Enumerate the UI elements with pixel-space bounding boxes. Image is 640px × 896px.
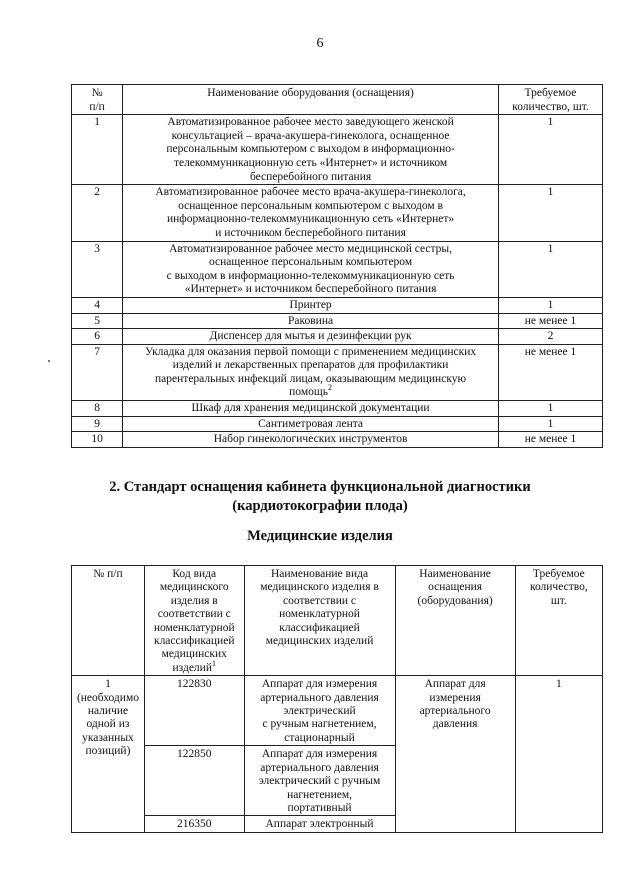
row-qty: 2 bbox=[498, 329, 602, 345]
row-name: Раковина bbox=[123, 313, 499, 329]
header-equip: Наименование оснащения (оборудования) bbox=[395, 566, 515, 676]
device-code: 122830 bbox=[144, 676, 244, 746]
row-name: Шкаф для хранения медицинской документации bbox=[123, 401, 499, 417]
row-name: Набор гинекологических инструментов bbox=[123, 432, 499, 448]
row-name: Диспенсер для мытья и дезинфекции рук bbox=[123, 329, 499, 345]
footnote-marker: 1 bbox=[211, 659, 216, 669]
row-qty: 1 bbox=[498, 185, 602, 241]
table-row bbox=[72, 115, 603, 185]
table-header-row bbox=[72, 85, 603, 115]
header-qty: Требуемое количество, шт. bbox=[515, 566, 602, 676]
device-kind: Аппарат для измерения артериального давления электрический с ручным нагнетением, стационарный bbox=[244, 676, 395, 746]
table-row bbox=[72, 676, 603, 746]
device-kind: Аппарат для измерения артериального давления электрический с ручным нагнетением, портативный bbox=[244, 746, 395, 816]
table-row bbox=[72, 329, 603, 345]
row-qty: не менее 1 bbox=[498, 344, 602, 400]
group-qty: 1 bbox=[515, 676, 602, 832]
row-qty: 1 bbox=[498, 241, 602, 297]
row-qty: 1 bbox=[498, 297, 602, 313]
row-num: 4 bbox=[72, 297, 123, 313]
row-name: Автоматизированное рабочее место медицинской сестры, оснащенное персональным компьютером с выходом в информационно-телекоммуникационную сеть «Интернет» и источником бесперебойного питания bbox=[123, 241, 499, 297]
row-name: Сантиметровая лента bbox=[123, 416, 499, 432]
row-num: 3 bbox=[72, 241, 123, 297]
header-kind: Наименование вида медицинского изделия в соответствии с номенклатурной классификацией медицинских изделий bbox=[244, 566, 395, 676]
header-code bbox=[144, 566, 244, 676]
header-num: № п/п bbox=[72, 566, 145, 676]
row-qty: 1 bbox=[498, 416, 602, 432]
header-code-text: Код вида медицинского изделия в соответствии с номенклатурной классификацией медицинских изделий bbox=[153, 568, 235, 674]
equipment-table bbox=[71, 84, 603, 448]
row-num: 7 bbox=[72, 344, 123, 400]
table-row bbox=[72, 344, 603, 400]
scan-speck bbox=[48, 360, 50, 362]
header-name: Наименование оборудования (оснащения) bbox=[123, 85, 499, 115]
row-qty: не менее 1 bbox=[498, 432, 602, 448]
group-equip: Аппарат для измерения артериального давления bbox=[395, 676, 515, 832]
row-num: 9 bbox=[72, 416, 123, 432]
subsection-title: Медицинские изделия bbox=[247, 528, 393, 544]
row-num: 1 bbox=[72, 115, 123, 185]
row-name: Автоматизированное рабочее место заведующего женской консультацией – врача-акушера-гинеколога, оснащенное персональным компьютером с выходом в информационно- телекоммуникационную сеть «Интернет» и источником бесперебойного питания bbox=[123, 115, 499, 185]
row-qty: 1 bbox=[498, 401, 602, 417]
row-qty: 1 bbox=[498, 115, 602, 185]
row-name: Принтер bbox=[123, 297, 499, 313]
row-num: 5 bbox=[72, 313, 123, 329]
section-title: 2. Стандарт оснащения кабинета функциональной диагностики (кардиотокографии плода) bbox=[109, 479, 531, 514]
table-row bbox=[72, 313, 603, 329]
device-code: 122850 bbox=[144, 746, 244, 816]
device-kind: Аппарат электронный bbox=[244, 816, 395, 832]
table-row bbox=[72, 401, 603, 417]
row-name: Автоматизированное рабочее место врача-акушера-гинеколога, оснащенное персональным компьютером с выходом в информационно-телекоммуникационную сеть «Интернет» и источником бесперебойного питания bbox=[123, 185, 499, 241]
medical-devices-table bbox=[71, 565, 603, 833]
group-num: 1 (необходимо наличие одной из указанных позиций) bbox=[72, 676, 145, 832]
device-code: 216350 bbox=[144, 816, 244, 832]
row-num: 6 bbox=[72, 329, 123, 345]
row-num: 10 bbox=[72, 432, 123, 448]
row-num: 8 bbox=[72, 401, 123, 417]
header-qty: Требуемое количество, шт. bbox=[498, 85, 602, 115]
row-name bbox=[123, 344, 499, 400]
header-num: № п/п bbox=[72, 85, 123, 115]
row-qty: не менее 1 bbox=[498, 313, 602, 329]
table-row bbox=[72, 416, 603, 432]
table-row bbox=[72, 185, 603, 241]
page-number: 6 bbox=[316, 36, 324, 51]
table-row bbox=[72, 297, 603, 313]
table-row bbox=[72, 241, 603, 297]
row-name-text: Укладка для оказания первой помощи с применением медицинских изделий и лекарственных препаратов для профилактики парентеральных инфекций лицам, оказывающим медицинскую помощь bbox=[144, 345, 477, 399]
row-num: 2 bbox=[72, 185, 123, 241]
footnote-marker: 2 bbox=[327, 383, 332, 393]
table-row bbox=[72, 432, 603, 448]
table-header-row bbox=[72, 566, 603, 676]
